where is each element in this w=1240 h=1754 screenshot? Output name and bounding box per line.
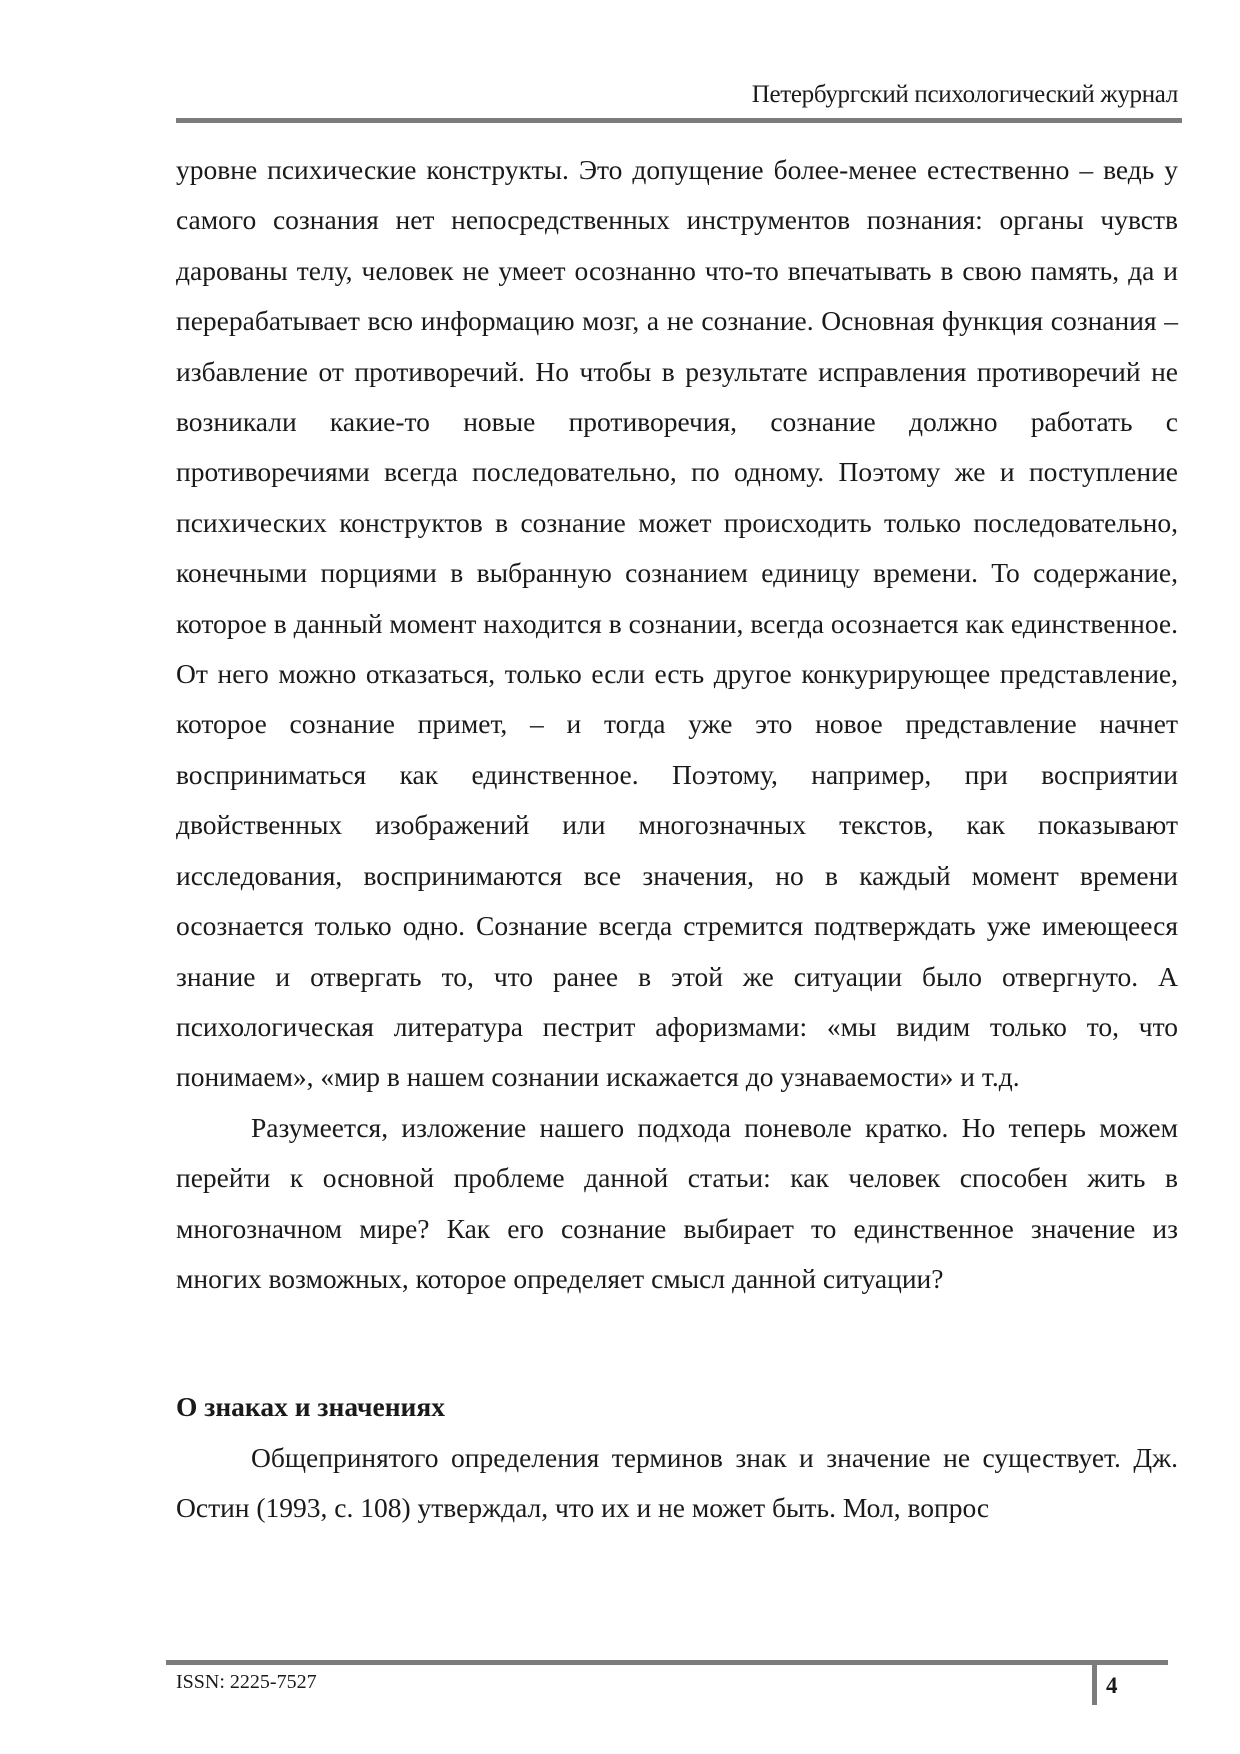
article-body bbox=[176, 145, 1178, 1534]
page-number: 4 bbox=[1106, 1673, 1118, 1698]
running-head-journal-title: Петербургский психологический журнал bbox=[751, 81, 1178, 108]
header-rule bbox=[176, 118, 1182, 123]
page-number-separator bbox=[1092, 1665, 1097, 1705]
footer-issn: ISSN: 2225-7527 bbox=[176, 1671, 317, 1693]
footer-rule bbox=[166, 1660, 1168, 1665]
section-paragraph: Общепринятого определения терминов знак и значение не существует. Дж. Остин (1993, с. 108) утверждал, что их и не может быть. Мол, вопрос bbox=[176, 1441, 1178, 1524]
body-paragraph: Разумеется, изложение нашего подхода поневоле кратко. Но теперь можем перейти к основной проблеме данной статьи: как человек способен жить в многозначном мире? Как его сознание выбирает то единственное значение из многих возможных, которое определяет смысл данной ситуации? bbox=[176, 1111, 1178, 1294]
section-heading: О знаках и значениях bbox=[176, 1391, 446, 1423]
body-paragraph-continued: уровне психические конструкты. Это допущение более-менее естественно – ведь у самого сознания нет непосредственных инструментов познания: органы чувств дарованы телу, человек не умеет осознанно что-то впечатывать в свою память, да и перерабатывает всю информацию мозг, а не сознание. Основная функция сознания – избавление от противоречий. Но чтобы в результате исправления противоречий не возникали какие-то новые противоречия, сознание должно работать с противоречиями всегда последовательно, по одному. Поэтому же и поступление психических конструктов в сознание может происходить только последовательно, конечными порциями в выбранную сознанием единицу времени. То содержание, которое в данный момент находится в сознании, всегда осознается как единственное. От него можно отказаться, только если есть другое конкурирующее представление, которое сознание примет, – и тогда уже это новое представление начнет восприниматься как единственное. Поэтому, например, при восприятии двойственных изображений или многозначных текстов, как показывают исследования, воспринимаются все значения, но в каждый момент времени осознается только одно. Сознание всегда стремится подтверждать уже имеющееся знание и отвергать то, что ранее в этой же ситуации было отвергнуто. А психологическая литература пестрит афоризмами: «мы видим только то, что понимаем», «мир в нашем сознании искажается до узнаваемости» и т.д. bbox=[176, 154, 1178, 1093]
